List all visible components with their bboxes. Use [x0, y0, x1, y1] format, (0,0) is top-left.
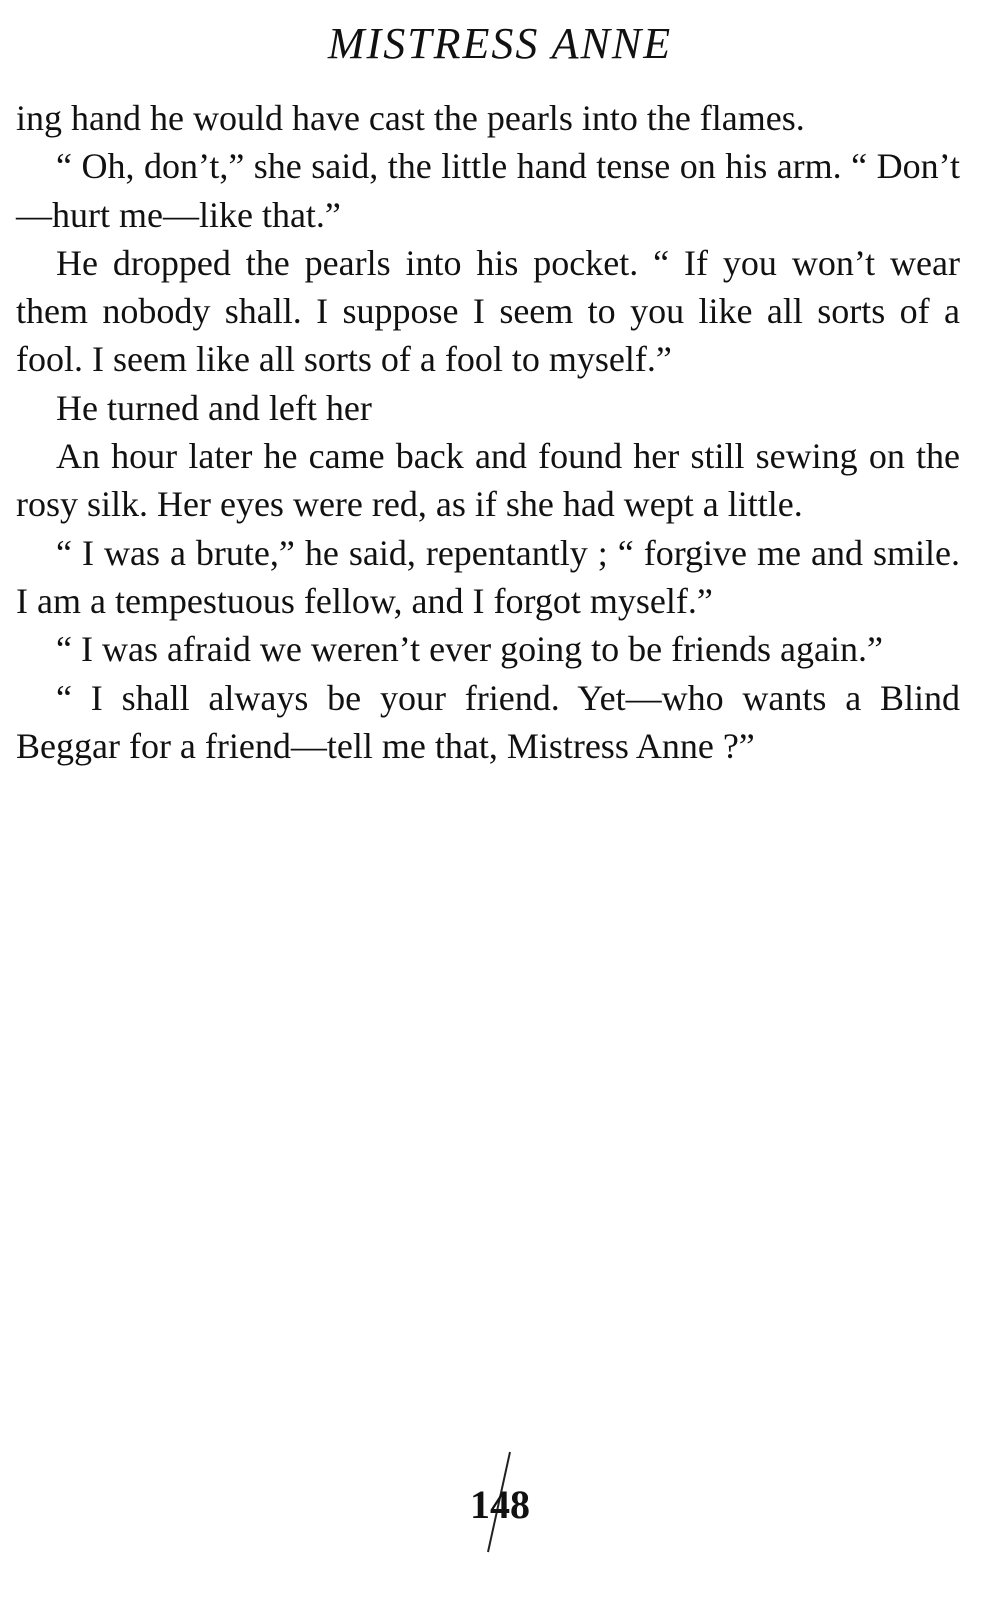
paragraph-continuation: ing hand he would have cast the pearls into the flames.: [16, 98, 805, 138]
paragraph: “ I was a brute,” he said, repentantly ; “ forgive me and smile. I am a tempestuous fellow, and I forgot myself.”: [16, 532, 960, 621]
paragraph: He turned and left her: [56, 387, 372, 428]
paragraph: He dropped the pearls into his pocket. “ If you won’t wear them nobody shall. I suppose I seem to you like all sorts of a fool. I seem like all sorts of a fool to myself.”: [16, 242, 960, 380]
paragraph-final: “ I shall always be your friend. Yet—who wants a Blind Beggar for a friend—tell me that, Mistress Anne ?”: [16, 677, 960, 766]
body-text: [16, 94, 960, 770]
running-head-title: MISTRESS ANNE: [327, 19, 673, 68]
page-number: 148: [470, 1482, 530, 1527]
paragraph: An hour later he came back and found her still sewing on the rosy silk. Her eyes were red, as if she had wept a little.: [16, 436, 960, 525]
paragraph: “ Oh, don’t,” she said, the little hand tense on his arm. “ Don’t—hurt me—like that.”: [16, 146, 960, 235]
paragraph: “ I was afraid we weren’t ever going to be friends again.”: [56, 629, 883, 670]
